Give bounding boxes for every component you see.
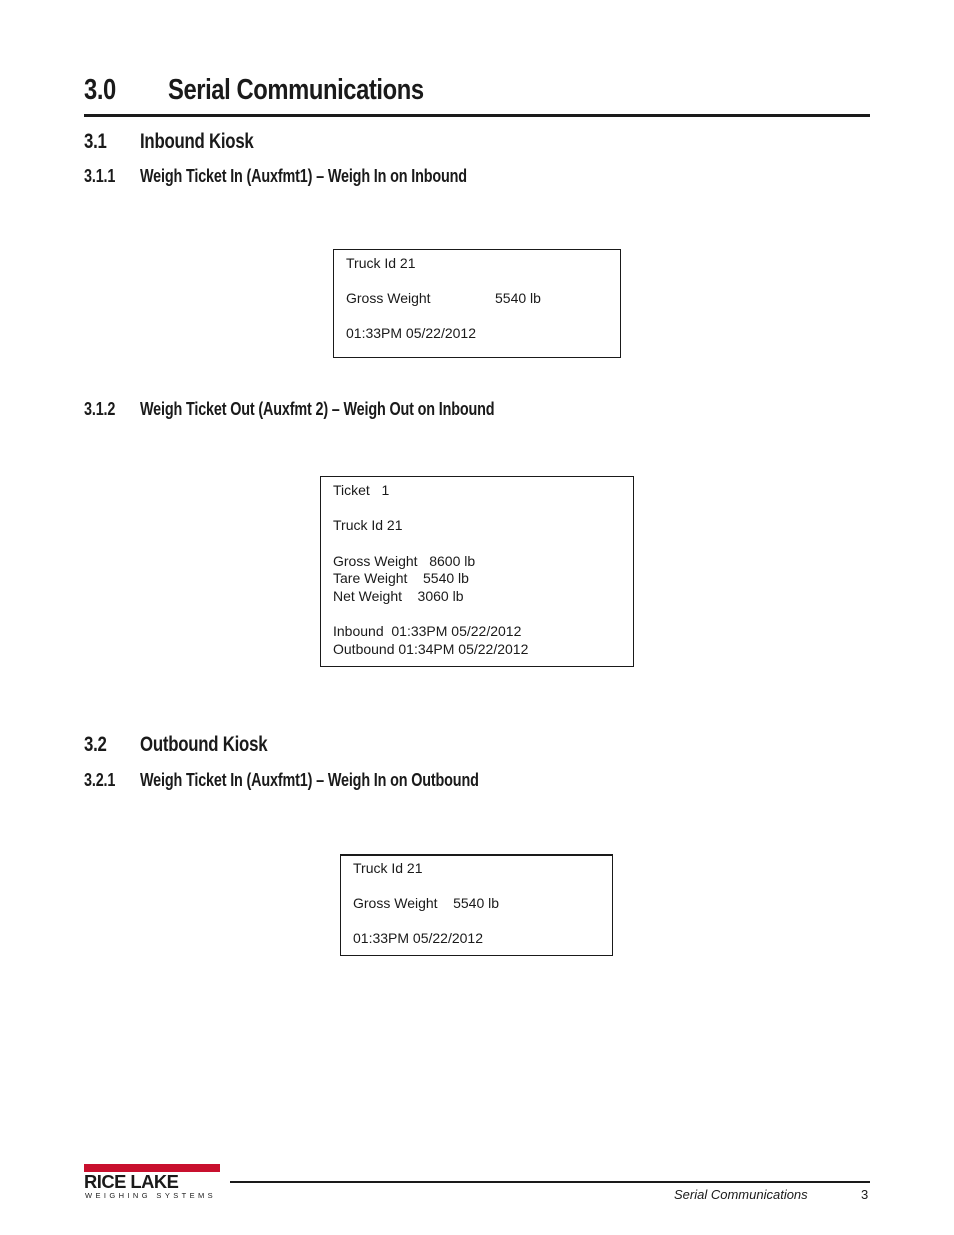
subsubsection-title: Weigh Ticket In (Auxfmt1) – Weigh In on Outbound [140, 770, 479, 790]
rice-lake-logo [84, 1164, 222, 1200]
ticket-top-border [340, 854, 613, 856]
gross-weight-value: 5540 lb [495, 290, 541, 306]
gross-weight-line: Gross Weight 5540 lb [353, 895, 500, 911]
subsection-number: 3.1 [84, 130, 107, 153]
truck-id-line: Truck Id 21 [353, 860, 423, 876]
section-number: 3.0 [84, 74, 116, 106]
truck-id-line: Truck Id 21 [333, 517, 403, 533]
net-weight-line: Net Weight 3060 lb [333, 588, 464, 604]
subsection-number: 3.2 [84, 733, 107, 756]
subsubsection-title: Weigh Ticket In (Auxfmt1) – Weigh In on Inbound [140, 166, 467, 186]
logo-subtext: WEIGHING SYSTEMS [85, 1191, 217, 1200]
subsubsection-number: 3.1.2 [84, 399, 116, 419]
footer-section-name: Serial Communications [674, 1187, 808, 1202]
timestamp-line: 01:33PM 05/22/2012 [346, 325, 476, 341]
footer-rule [230, 1181, 870, 1183]
gross-weight-line: Gross Weight 8600 lb [333, 553, 476, 569]
tare-weight-line: Tare Weight 5540 lb [333, 570, 469, 586]
subsubsection-number: 3.1.1 [84, 166, 116, 186]
logo-text: RICE LAKE [84, 1172, 179, 1192]
truck-id-line: Truck Id 21 [346, 255, 416, 271]
ticket-number-line: Ticket 1 [333, 482, 390, 498]
logo-bar [84, 1164, 220, 1172]
subsubsection-title: Weigh Ticket Out (Auxfmt 2) – Weigh Out on Inbound [140, 399, 495, 419]
subsection-title: Outbound Kiosk [140, 733, 268, 756]
section-title: Serial Communications [168, 74, 424, 106]
inbound-time-line: Inbound 01:33PM 05/22/2012 [333, 623, 522, 639]
ticket-box [333, 249, 621, 358]
ticket-box [340, 854, 613, 956]
outbound-time-line: Outbound 01:34PM 05/22/2012 [333, 641, 529, 657]
page-number: 3 [861, 1187, 869, 1202]
timestamp-line: 01:33PM 05/22/2012 [353, 930, 483, 946]
ticket-box [320, 476, 634, 667]
subsubsection-number: 3.2.1 [84, 770, 116, 790]
section-rule [84, 114, 870, 117]
subsection-title: Inbound Kiosk [140, 130, 254, 153]
gross-weight-label: Gross Weight [346, 290, 431, 306]
